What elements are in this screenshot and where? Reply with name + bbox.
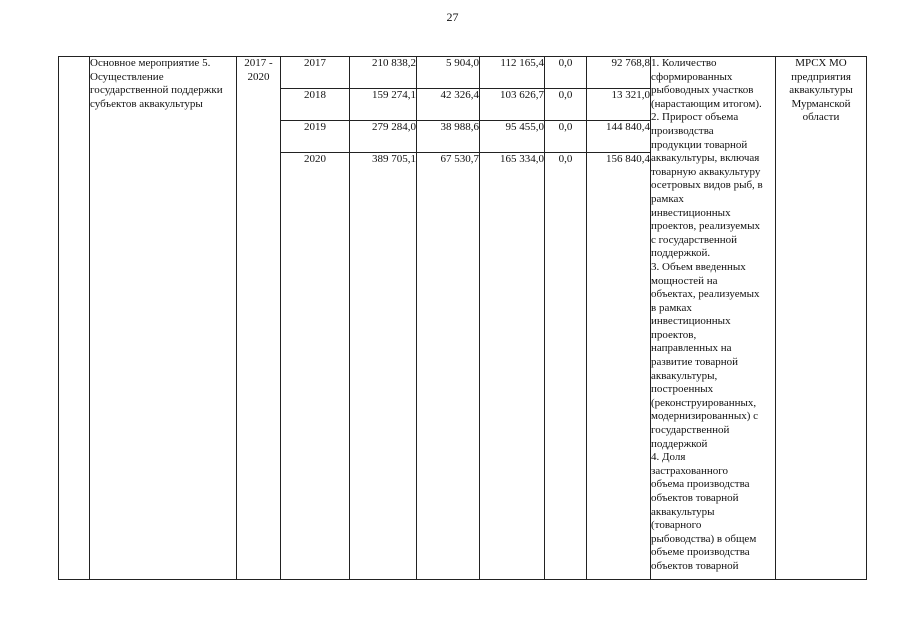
indicator-line: рамках bbox=[651, 192, 684, 205]
other-cell: 92 768,8 bbox=[587, 57, 651, 89]
local-cell: 0,0 bbox=[545, 121, 587, 153]
federal-cell: 5 904,0 bbox=[417, 57, 480, 89]
period-cell: 2017 - 2020 bbox=[237, 57, 281, 580]
indicator-line: сформированных bbox=[651, 70, 733, 83]
indicator-line: мощностей на bbox=[651, 274, 718, 287]
total-cell: 389 705,1 bbox=[350, 153, 417, 580]
indicator-line: продукции товарной bbox=[651, 138, 748, 151]
indicator-line: товарную аквакультуру bbox=[651, 165, 761, 178]
federal-cell: 67 530,7 bbox=[417, 153, 480, 580]
indicator-list bbox=[651, 57, 775, 574]
indicator-line: модернизированных) с bbox=[651, 410, 759, 423]
total-cell: 210 838,2 bbox=[350, 57, 417, 89]
indicator-line: (нарастающим итогом). bbox=[651, 97, 762, 110]
indicator-line: 2. Прирост объема bbox=[651, 111, 739, 124]
federal-cell: 38 988,6 bbox=[417, 121, 480, 153]
local-cell: 0,0 bbox=[545, 57, 587, 89]
indicator-line: инвестиционных bbox=[651, 206, 731, 219]
activity-cell: Основное мероприятие 5. Осуществление государственной поддержки субъектов аквакультуры bbox=[90, 57, 237, 580]
federal-cell: 42 326,4 bbox=[417, 89, 480, 121]
indicator-line: в рамках bbox=[651, 301, 692, 314]
total-cell: 279 284,0 bbox=[350, 121, 417, 153]
executor-cell: МРСХ МО предприятия аквакультуры Мурманской области bbox=[776, 57, 867, 580]
indicator-line: объеме производства bbox=[651, 546, 750, 559]
local-cell: 0,0 bbox=[545, 153, 587, 580]
indicator-line: поддержкой. bbox=[651, 247, 711, 260]
indicator-line: аквакультуры, bbox=[651, 369, 718, 382]
year-cell: 2018 bbox=[281, 89, 350, 121]
indicator-line: осетровых видов рыб, в bbox=[651, 179, 763, 192]
indicator-line: (товарного bbox=[651, 519, 702, 532]
indicators-cell bbox=[651, 57, 776, 580]
indicator-line: с государственной bbox=[651, 233, 738, 246]
program-table bbox=[58, 56, 867, 580]
indicator-line: построенных bbox=[651, 383, 714, 396]
indicator-line: (реконструированных, bbox=[651, 396, 757, 409]
other-cell: 13 321,0 bbox=[587, 89, 651, 121]
year-cell: 2017 bbox=[281, 57, 350, 89]
indicator-line: 3. Объем введенных bbox=[651, 260, 746, 273]
other-cell: 156 840,4 bbox=[587, 153, 651, 580]
indicator-line: 1. Количество bbox=[651, 57, 717, 69]
indicator-line: развитие товарной bbox=[651, 356, 739, 369]
indicator-line: поддержкой bbox=[651, 437, 708, 450]
regional-cell: 103 626,7 bbox=[480, 89, 545, 121]
indicator-line: рыбоводства) в общем bbox=[651, 532, 757, 545]
indicator-line: проектов, реализуемых bbox=[651, 220, 761, 233]
indicator-line: застрахованного bbox=[651, 464, 728, 477]
indicator-line: 4. Доля bbox=[651, 451, 686, 464]
year-cell: 2019 bbox=[281, 121, 350, 153]
other-cell: 144 840,4 bbox=[587, 121, 651, 153]
regional-cell: 165 334,0 bbox=[480, 153, 545, 580]
table-row bbox=[59, 57, 867, 89]
year-cell: 2020 bbox=[281, 153, 350, 580]
indicator-line: объема производства bbox=[651, 478, 750, 491]
local-cell: 0,0 bbox=[545, 89, 587, 121]
index-cell bbox=[59, 57, 90, 580]
regional-cell: 112 165,4 bbox=[480, 57, 545, 89]
indicator-line: объектах, реализуемых bbox=[651, 288, 760, 301]
indicator-line: рыбоводных участков bbox=[651, 84, 754, 97]
indicator-line: объектов товарной bbox=[651, 492, 739, 504]
indicator-line: проектов, bbox=[651, 328, 697, 341]
indicator-line: аквакультуры, включая bbox=[651, 152, 760, 165]
indicator-line: инвестиционных bbox=[651, 315, 731, 328]
indicator-line: производства bbox=[651, 124, 714, 137]
total-cell: 159 274,1 bbox=[350, 89, 417, 121]
page-number: 27 bbox=[446, 10, 459, 24]
indicator-line: объектов товарной bbox=[651, 559, 739, 572]
indicator-line: государственной bbox=[651, 424, 730, 437]
indicator-line: направленных на bbox=[651, 342, 732, 355]
indicator-line: аквакультуры bbox=[651, 505, 715, 518]
regional-cell: 95 455,0 bbox=[480, 121, 545, 153]
